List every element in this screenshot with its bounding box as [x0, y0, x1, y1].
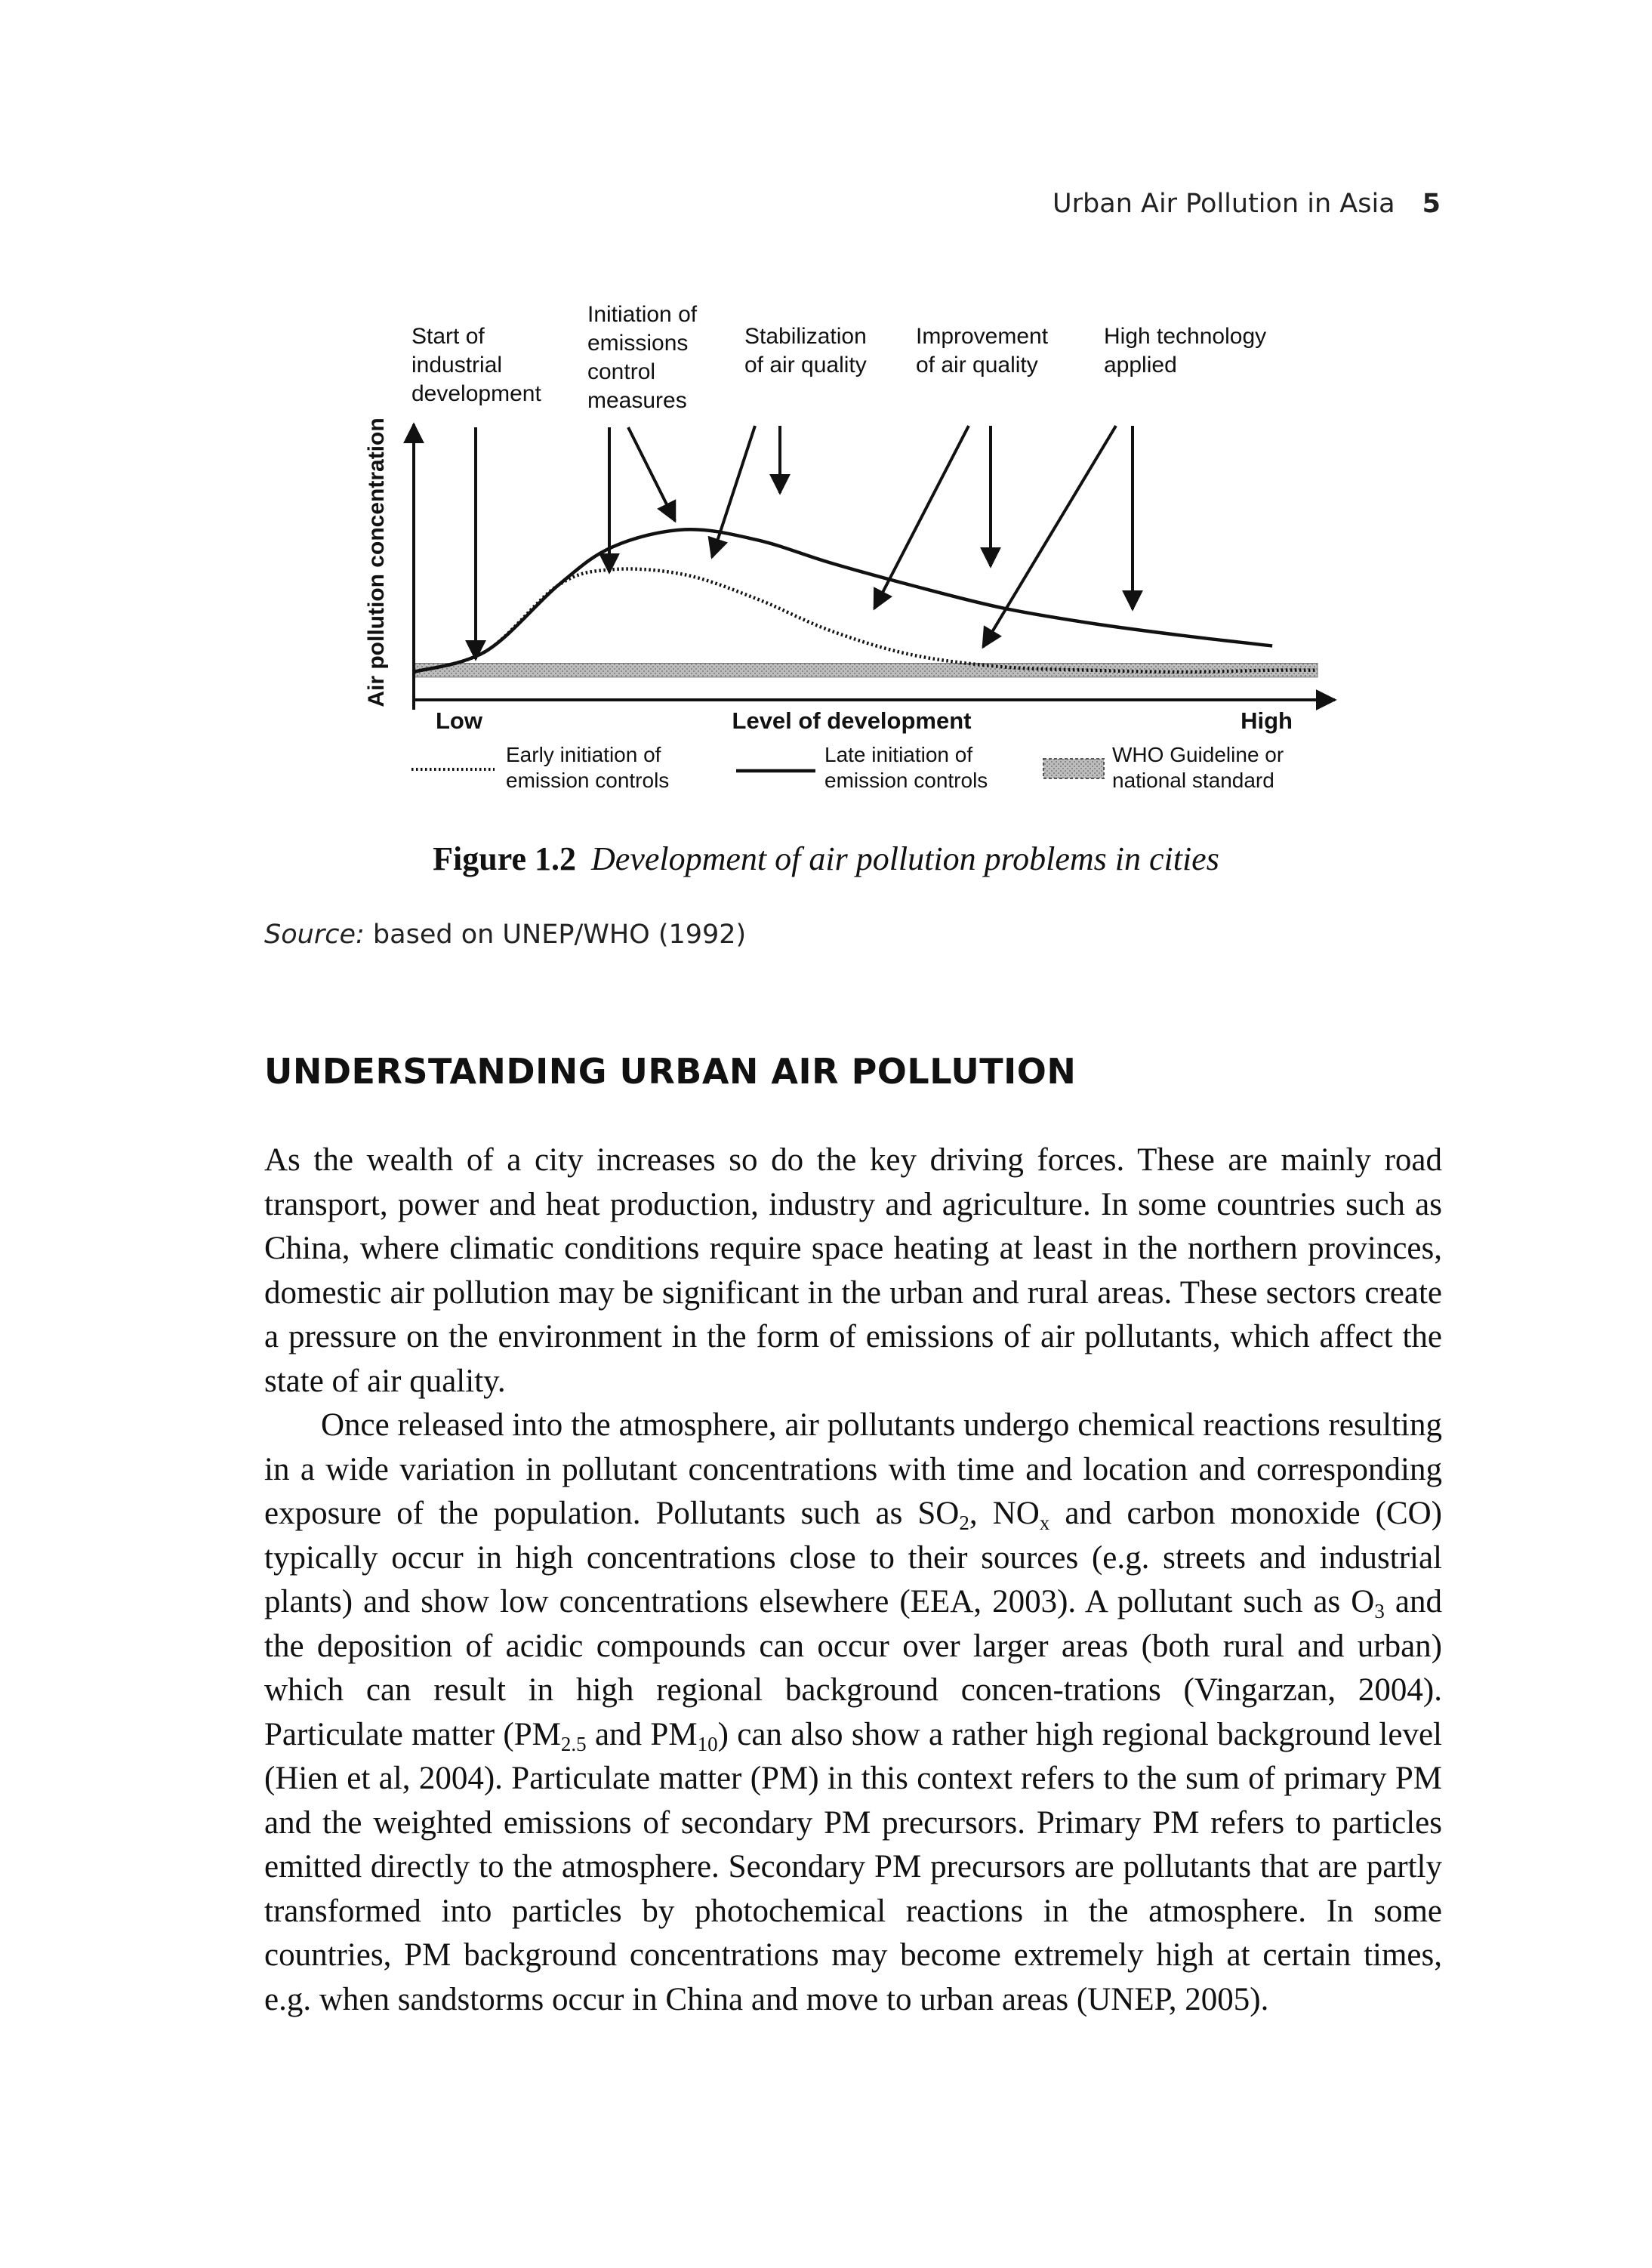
figure-source	[264, 920, 746, 950]
who-guideline-band	[414, 664, 1318, 677]
legend-label-early: Early initiation of emission controls	[506, 743, 670, 792]
figure-chart	[0, 0, 1652, 846]
source-text: based on UNEP/WHO (1992)	[372, 920, 747, 950]
legend-label-late: Late initiation of emission controls	[824, 743, 988, 792]
legend-swatch-who	[1043, 759, 1104, 778]
y-axis-label: Air pollution concentration	[364, 418, 389, 707]
paragraph-1: As the wealth of a city increases so do the key driving forces. These are mainly road transport, power and heat production, industry and agriculture. In some countries such as China, where climatic conditions require space heating at least in the northern provinces, domestic air pollution may be significant in the urban and rural areas. These sectors create a pressure on the environment in the form of emissions of air pollutants, which affect the state of air quality.	[264, 1142, 1442, 1399]
figure-caption	[0, 840, 1652, 878]
early-initiation-curve	[414, 569, 1318, 672]
annotation-improvement: Improvement of air quality	[916, 324, 1049, 377]
arrow-high-tech-diagonal	[983, 426, 1116, 647]
body-text	[264, 1139, 1442, 2022]
figure-title: Development of air pollution problems in cities	[591, 840, 1219, 877]
page-number: 5	[1422, 189, 1441, 219]
late-initiation-curve	[414, 529, 1272, 672]
arrow-improvement-diagonal	[874, 426, 969, 609]
paragraph-2: Once released into the atmosphere, air pollutants undergo chemical reactions resulting in a wide variation in pollutant concentrations with time and location and corresponding exposure of the population. Pollutants such as $SO_2$, $NO_x$ and carbon monoxide (CO) typically occur in high concentrations close to their sources (e.g. streets and industrial plants) and show low concentrations elsewhere (EEA, 2003). A pollutant such as $O_3$ and the deposition of acidic compounds can occur over larger areas (both rural and urban) which can result in high regional background concen-trations (Vingarzan, 2004). Particulate matter ($PM_{2.5}$ and $PM_{10}$) can also show a rather high regional background level (Hien et al, 2004). Particulate matter (PM) in this context refers to the sum of primary PM and the weighted emissions of secondary PM precursors. Primary PM refers to particles emitted directly to the atmosphere. Secondary PM precursors are pollutants that are partly transformed into particles by photochemical reactions in the atmosphere. In some countries, PM background concentrations may become extremely high at certain times, e.g. when sandstorms occur in China and move to urban areas (UNEP, 2005).	[264, 1407, 1442, 2017]
source-label: Source:	[264, 920, 365, 950]
annotation-initiation-controls: Initiation of emissions control measures	[587, 302, 698, 413]
running-head-title: Urban Air Pollution in Asia	[1053, 189, 1395, 219]
legend-label-who: WHO Guideline or national standard	[1112, 743, 1284, 792]
section-heading: UNDERSTANDING URBAN AIR POLLUTION	[264, 1051, 1077, 1092]
annotation-stabilization: Stabilization of air quality	[744, 324, 867, 377]
x-axis-low-label: Low	[436, 707, 482, 734]
figure-number: Figure 1.2	[433, 840, 577, 877]
x-axis-high-label: High	[1241, 707, 1293, 734]
annotation-high-technology: High technology applied	[1104, 324, 1267, 377]
arrow-initiation-diagonal	[628, 427, 675, 521]
annotation-start-industrial: Start of industrial development	[411, 324, 541, 406]
x-axis-title: Level of development	[732, 707, 972, 734]
